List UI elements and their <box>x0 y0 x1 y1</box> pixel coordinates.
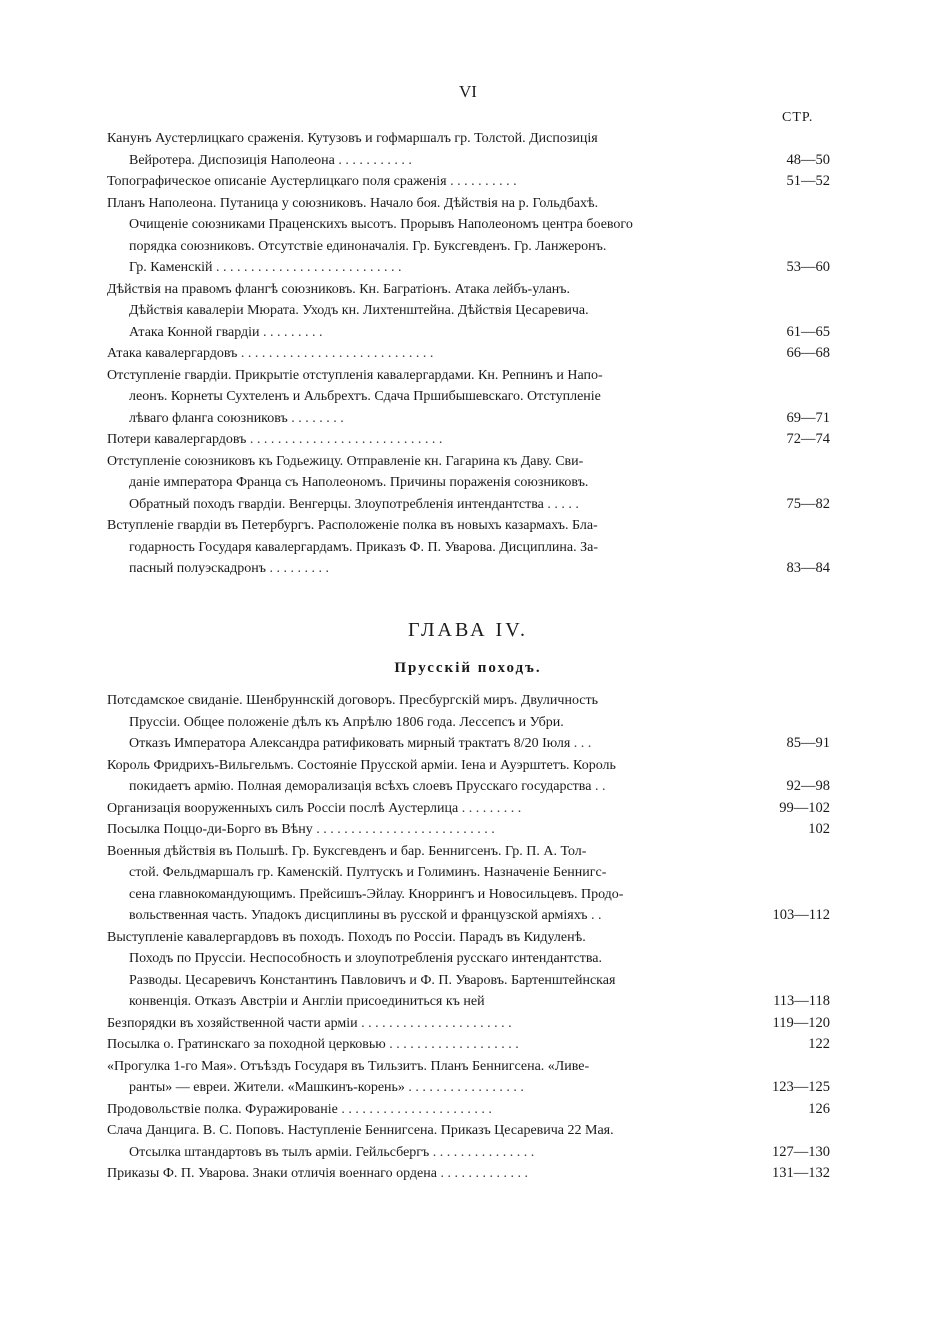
toc-entry-pages: 53—60 <box>786 259 830 275</box>
toc-entry-pages: 72—74 <box>786 431 830 447</box>
toc-entry-line <box>107 712 743 734</box>
toc-entry-line <box>107 150 743 172</box>
toc-entry-pages: 99—102 <box>779 799 830 816</box>
toc-entry-text: Потери кавалергардовъ <box>107 432 247 447</box>
toc-entry-line <box>107 1013 743 1035</box>
toc-entry-text: конвенція. Отказъ Австріи и Англіи присоединиться къ ней <box>129 994 485 1009</box>
toc-entry <box>107 819 830 841</box>
toc-entry-line <box>107 429 743 451</box>
toc-entry-text: Продовольствіе полка. Фуражированіе <box>107 1101 338 1117</box>
toc-entry-text: Разводы. Цесаревичъ Константинъ Павловичъ и Ф. П. Уваровъ. Бартенштейнская <box>129 972 616 988</box>
toc-entry-text: «Прогулка 1-го Мая». Отъѣздъ Государя въ Тильзитъ. Планъ Беннигсена. «Ливе- <box>107 1058 590 1074</box>
toc-entry-text: годарность Государя кавалергардамъ. Приказъ Ф. П. Уварова. Дисциплина. За- <box>129 539 599 555</box>
leader-dots: . . . . . . . . . . <box>446 174 517 189</box>
toc-entry-line <box>107 214 743 236</box>
toc-entry-line <box>107 841 743 863</box>
toc-entry-text: ранты» — евреи. Жители. «Машкинъ-корень» <box>129 1080 405 1095</box>
toc-entry-text: Безпорядки въ хозяйственной части арміи <box>107 1015 358 1031</box>
leader-dots: . . . . . . . . <box>287 410 344 426</box>
toc-entry-line <box>107 690 743 712</box>
toc-entry-text: порядка союзниковъ. Отсутствіе единоначалія. Гр. Буксгевденъ. Гр. Ланжеронъ. <box>129 238 607 254</box>
toc-entry-pages: 51—52 <box>786 173 830 189</box>
toc-entry-pages: 103—112 <box>772 907 830 923</box>
toc-entry-line <box>107 279 743 301</box>
toc-entry-text: Топографическое описаніе Аустерлицкаго поля сраженія <box>107 174 447 189</box>
toc-entry-pages: 113—118 <box>773 993 830 1009</box>
toc-entry-text: Посылка Поццо-ди-Борго въ Вѣну <box>107 822 313 837</box>
leader-dots: . . . . . . . . . . . . . . . . . . . . . . <box>337 1101 492 1117</box>
toc-entry-pages: 85—91 <box>786 735 830 751</box>
toc-entry-text: Потсдамское свиданіе. Шенбруннскій договоръ. Пресбургскій миръ. Двуличность <box>107 693 599 708</box>
toc-entry-line <box>107 300 743 322</box>
leader-dots: . . . . . . . . . . . . . . . . . . . . . . . . . . . . <box>237 346 434 361</box>
toc-entry-line <box>107 558 743 580</box>
toc-entry-text: покидаетъ армію. Полная деморализація всѣхъ слоевъ Прусскаго государства <box>129 779 592 794</box>
toc-entry-line <box>107 472 743 494</box>
toc-entry-line <box>107 798 743 820</box>
toc-entry-line <box>107 776 743 798</box>
toc-entry-line <box>107 494 743 516</box>
toc-entry-line <box>107 386 743 408</box>
toc-entry-text: вольственная часть. Упадокъ дисциплины въ русской и французской арміяхъ <box>129 908 588 923</box>
toc-entry <box>107 429 830 451</box>
toc-entry-text: Дѣйствія кавалеріи Мюрата. Уходъ кн. Лихтенштейна. Дѣйствія Цесаревича. <box>129 303 589 318</box>
leader-dots: . . . . . . . . . <box>259 324 323 340</box>
toc-entry-line <box>107 884 743 906</box>
toc-entry-text: Вейротера. Диспозиція Наполеона <box>129 152 335 168</box>
toc-entry-text: Обратный походъ гвардіи. Венгерцы. Злоупотребленія интендантства <box>129 496 544 512</box>
toc-entry-text: Атака кавалергардовъ <box>107 346 238 361</box>
page-number: VI <box>459 82 477 101</box>
toc-entry-pages: 48—50 <box>786 151 830 168</box>
toc-entry-text: Король Фридрихъ-Вильгельмъ. Состояніе Прусской арміи. Іена и Ауэрштетъ. Король <box>107 757 616 773</box>
toc-entry-text: Отказъ Императора Александра ратификовать мирный трактатъ 8/20 Іюля <box>129 736 571 751</box>
toc-entry <box>107 1163 830 1185</box>
pages-column-label: СТР. <box>782 110 814 125</box>
toc-entry <box>107 1013 830 1035</box>
toc-entry-text: Вступленіе гвардіи въ Петербургъ. Расположеніе полка въ новыхъ казармахъ. Бла- <box>107 518 598 533</box>
toc-entry <box>107 1034 830 1056</box>
toc-entry-line <box>107 819 743 841</box>
toc-entry-pages: 69—71 <box>786 409 830 426</box>
toc-entry-text: Дѣйствія на правомъ флангѣ союзниковъ. Кн. Багратіонъ. Атака лейбъ-уланъ. <box>107 281 571 297</box>
toc-entry-pages: 123—125 <box>772 1079 830 1095</box>
toc-entry-line <box>107 1142 743 1164</box>
toc-entry-pages: 102 <box>808 821 830 837</box>
toc-entry-line <box>107 1099 743 1121</box>
toc-entry-line <box>107 408 743 430</box>
toc-entry-pages: 119—120 <box>772 1014 830 1031</box>
toc-entry <box>107 841 830 927</box>
toc-entry-text: Организація вооруженныхъ силъ Россіи послѣ Аустерлица <box>107 800 459 816</box>
toc-entry <box>107 690 830 755</box>
toc-entry <box>107 1099 830 1121</box>
leader-dots: . . . . . . . . . . . . . . . . . . . . . . . . . . <box>312 822 495 837</box>
toc-entry-line <box>107 970 743 992</box>
leader-dots: . . . . . . . . . <box>266 561 329 576</box>
toc-entry-text: Отсылка штандартовъ въ тылъ арміи. Гейльсбергъ <box>129 1144 430 1160</box>
toc-entry-text: Отступленіе гвардіи. Прикрытіе отступленія кавалергардами. Кн. Репнинъ и Напо- <box>107 367 603 383</box>
leader-dots: . . . . . . . . . . . . . . . . . . . . . . <box>357 1015 512 1031</box>
toc-entry-line <box>107 905 743 927</box>
leader-dots: . . . . . . . . . . . . . . . . . . . <box>385 1037 519 1052</box>
toc-entry-line <box>107 862 743 884</box>
toc-entry-pages: 126 <box>808 1100 830 1117</box>
toc-entry-text: Канунъ Аустерлицкаго сраженія. Кутузовъ и гофмаршалъ гр. Толстой. Диспозиція <box>107 131 598 146</box>
toc-section-top <box>107 128 830 580</box>
toc-entry-text: пасный полуэскадронъ <box>129 561 266 576</box>
toc-entry <box>107 755 830 798</box>
toc-entry-line <box>107 365 743 387</box>
leader-dots: . . . . . <box>543 496 579 512</box>
toc-entry-text: Пруссіи. Общее положеніе дѣлъ къ Апрѣлю 1806 года. Лессепсъ и Убри. <box>129 714 564 730</box>
toc-entry-text: Приказы Ф. П. Уварова. Знаки отличія военнаго ордена <box>107 1166 437 1181</box>
toc-entry-text: Планъ Наполеона. Путаница у союзниковъ. Начало боя. Дѣйствія на р. Гольдбахѣ. <box>107 195 599 211</box>
toc-entry <box>107 279 830 344</box>
toc-entry-text: Слача Данцига. В. С. Поповъ. Наступленіе Беннигсена. Приказъ Цесаревича 22 Мая. <box>107 1123 614 1138</box>
leader-dots: . . . . . . . . . . . . . . . <box>429 1144 535 1160</box>
toc-entry-line <box>107 451 743 473</box>
toc-entry-line <box>107 193 743 215</box>
toc-entry-line <box>107 948 743 970</box>
toc-entry <box>107 515 830 580</box>
toc-entry-pages: 122 <box>808 1036 830 1052</box>
toc-entry-line <box>107 1077 743 1099</box>
toc-entry-text: стой. Фельдмаршалъ гр. Каменскій. Пултускъ и Голиминъ. Назначеніе Беннигс- <box>129 865 607 880</box>
toc-entry-line <box>107 927 743 949</box>
toc-entry-line <box>107 733 743 755</box>
toc-entry-text: лѣваго фланга союзниковъ <box>129 410 288 426</box>
toc-entry <box>107 343 830 365</box>
chapter-subtitle: Прусскій походъ. <box>394 660 542 676</box>
toc-entry-text: Посылка о. Гратинскаго за походной церковью <box>107 1037 386 1052</box>
toc-entry-text: Военныя дѣйствія въ Польшѣ. Гр. Буксгевденъ и бар. Беннигсенъ. Гр. П. А. Тол- <box>107 843 587 859</box>
toc-entry <box>107 128 830 171</box>
toc-entry-pages: 131—132 <box>772 1165 830 1181</box>
leader-dots: . . . <box>570 736 592 751</box>
toc-entry-line <box>107 1163 743 1185</box>
toc-entry-text: Атака Конной гвардіи <box>129 324 260 340</box>
leader-dots: . . <box>591 779 606 794</box>
toc-entry <box>107 365 830 430</box>
toc-entry <box>107 1056 830 1099</box>
toc-entry-line <box>107 1120 743 1142</box>
toc-entry-text: Отступленіе союзниковъ къ Годьежицу. Отправленіе кн. Гагарина къ Даву. Сви- <box>107 453 584 469</box>
toc-entry-line <box>107 257 743 279</box>
toc-entry-pages: 92—98 <box>786 778 830 794</box>
toc-entry <box>107 193 830 279</box>
toc-section-bottom <box>107 690 830 1185</box>
toc-entry-line <box>107 755 743 777</box>
leader-dots: . . . . . . . . . . . . . . . . . . . . . . . . . . . <box>212 260 402 275</box>
toc-entry <box>107 1120 830 1163</box>
toc-entry-line <box>107 236 743 258</box>
toc-entry-pages: 66—68 <box>786 345 830 361</box>
toc-entry-line <box>107 171 743 193</box>
toc-entry-line <box>107 1056 743 1078</box>
toc-entry-text: Походъ по Пруссіи. Неспособность и злоупотребленія русскаго интендантства. <box>129 951 602 966</box>
toc-entry <box>107 451 830 516</box>
toc-entry-line <box>107 322 743 344</box>
toc-entry-line <box>107 537 743 559</box>
leader-dots: . . . . . . . . . . . . . . . . . <box>404 1080 524 1095</box>
toc-entry-text: леонъ. Корнеты Сухтеленъ и Альбрехтъ. Сдача Пршибышевскаго. Отступленіе <box>129 389 601 404</box>
toc-entry-line <box>107 515 743 537</box>
toc-entry <box>107 927 830 1013</box>
toc-entry-text: сена главнокомандующимъ. Прейсишъ-Эйлау. Кноррингъ и Новосильцевъ. Продо- <box>129 886 624 902</box>
toc-entry-pages: 83—84 <box>786 560 830 576</box>
toc-entry <box>107 171 830 193</box>
toc-entry-line <box>107 128 743 150</box>
leader-dots: . . . . . . . . . . . . . . . . . . . . . . . . . . . . <box>246 432 443 447</box>
leader-dots: . . . . . . . . . . . . . <box>436 1166 528 1181</box>
toc-entry-line <box>107 343 743 365</box>
toc-entry-line <box>107 991 743 1013</box>
toc-entry-pages: 127—130 <box>772 1143 830 1160</box>
toc-entry-pages: 61—65 <box>786 323 830 340</box>
toc-entry-text: Гр. Каменскій <box>129 260 213 275</box>
leader-dots: . . . . . . . . . . . <box>334 152 412 168</box>
toc-entry-line <box>107 1034 743 1056</box>
toc-entry-text: Очищеніе союзниками Праценскихъ высотъ. Прорывъ Наполеономъ центра боевого <box>129 217 633 232</box>
leader-dots: . . . . . . . . . <box>458 800 522 816</box>
toc-entry <box>107 798 830 820</box>
leader-dots: . . <box>587 908 602 923</box>
toc-entry-text: даніе императора Франца съ Наполеономъ. Причины пораженія союзниковъ. <box>129 475 589 490</box>
chapter-title: ГЛАВА IV. <box>407 619 529 641</box>
toc-entry-text: Выступленіе кавалергардовъ въ походъ. Походъ по Россіи. Парадъ въ Кидуленѣ. <box>107 929 586 945</box>
toc-entry-pages: 75—82 <box>786 495 830 512</box>
